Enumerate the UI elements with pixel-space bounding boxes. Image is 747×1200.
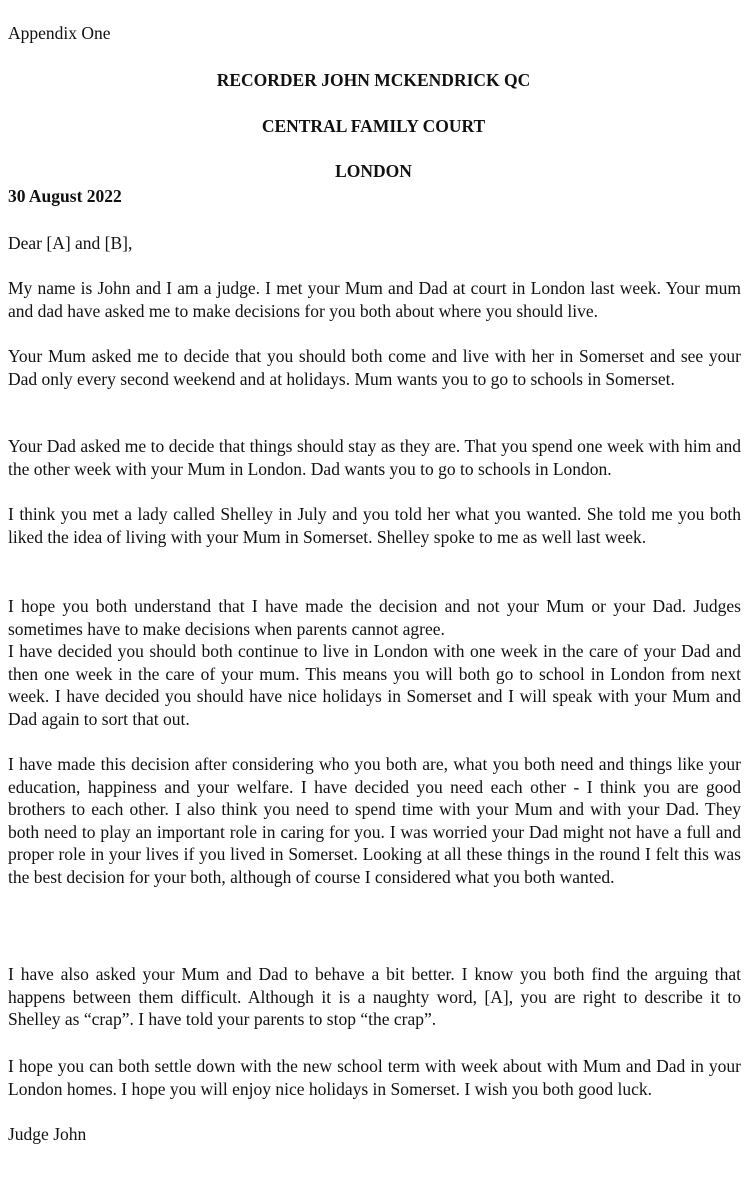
paragraph-8 bbox=[8, 963, 741, 1031]
paragraph-4 bbox=[8, 503, 741, 548]
letter-date: 30 August 2022 bbox=[8, 186, 122, 206]
paragraph-text: My name is John and I am a judge. I met your Mum and Dad at court in London last week. Your mum and dad have asked me to make decisions for you both about where you should live. bbox=[8, 278, 741, 321]
paragraph-text: I hope you both understand that I have made the decision and not your Mum or your Dad. Judges sometimes have to make decisions when parents cannot agree. bbox=[8, 596, 741, 639]
paragraph-1 bbox=[8, 277, 741, 322]
paragraph-text: I have also asked your Mum and Dad to behave a bit better. I know you both find the arguing that happens between them difficult. Although it is a naughty word, [A], you are right to describe it to Shelley as “crap”. I have told your parents to stop “the crap”. bbox=[8, 964, 741, 1029]
signoff-text: Judge John bbox=[8, 1124, 87, 1144]
judge-heading: RECORDER JOHN MCKENDRICK QC bbox=[216, 70, 531, 90]
city-heading: LONDON bbox=[335, 161, 412, 181]
paragraph-text: I have made this decision after considering who you both are, what you both need and things like your education, happiness and your welfare. I have decided you need each other - I think you are good brothers to each other. I also think you need to spend time with your Mum and with your Dad. They both need to play an important role in caring for you. I was worried your Dad might not have a full and proper role in your lives if you lived in Somerset. Looking at all these things in the round I felt this was the best decision for your both, although of course I considered what you both wanted. bbox=[8, 754, 741, 887]
paragraph-text: I hope you can both settle down with the new school term with week about with Mum and Dad in your London homes. I hope you will enjoy nice holidays in Somerset. I wish you both good luck. bbox=[8, 1056, 741, 1099]
signoff bbox=[8, 1123, 741, 1146]
salutation bbox=[8, 232, 741, 255]
paragraph-2 bbox=[8, 345, 741, 390]
appendix-label: Appendix One bbox=[8, 23, 111, 43]
paragraph-3 bbox=[8, 435, 741, 480]
paragraph-5 bbox=[8, 595, 741, 640]
paragraph-text: I think you met a lady called Shelley in July and you told her what you wanted. She told me you both liked the idea of living with your Mum in Somerset. Shelley spoke to me as well last week. bbox=[8, 504, 741, 547]
salutation-text: Dear [A] and [B], bbox=[8, 233, 133, 253]
paragraph-text: Your Mum asked me to decide that you should both come and live with her in Somerset and see your Dad only every second weekend and at holidays. Mum wants you to go to schools in Somerset. bbox=[8, 346, 741, 389]
paragraph-7 bbox=[8, 753, 741, 888]
paragraph-text: I have decided you should both continue to live in London with one week in the care of your Dad and then one week in the care of your mum. This means you will both go to school in London from next week. I have decided you should have nice holidays in Somerset and I will speak with your Mum and Dad again to sort that out. bbox=[8, 641, 741, 729]
paragraph-9 bbox=[8, 1055, 741, 1100]
court-heading: CENTRAL FAMILY COURT bbox=[261, 116, 486, 136]
paragraph-6 bbox=[8, 640, 741, 730]
paragraph-text: Your Dad asked me to decide that things should stay as they are. That you spend one week with him and the other week with your Mum in London. Dad wants you to go to schools in London. bbox=[8, 436, 741, 479]
